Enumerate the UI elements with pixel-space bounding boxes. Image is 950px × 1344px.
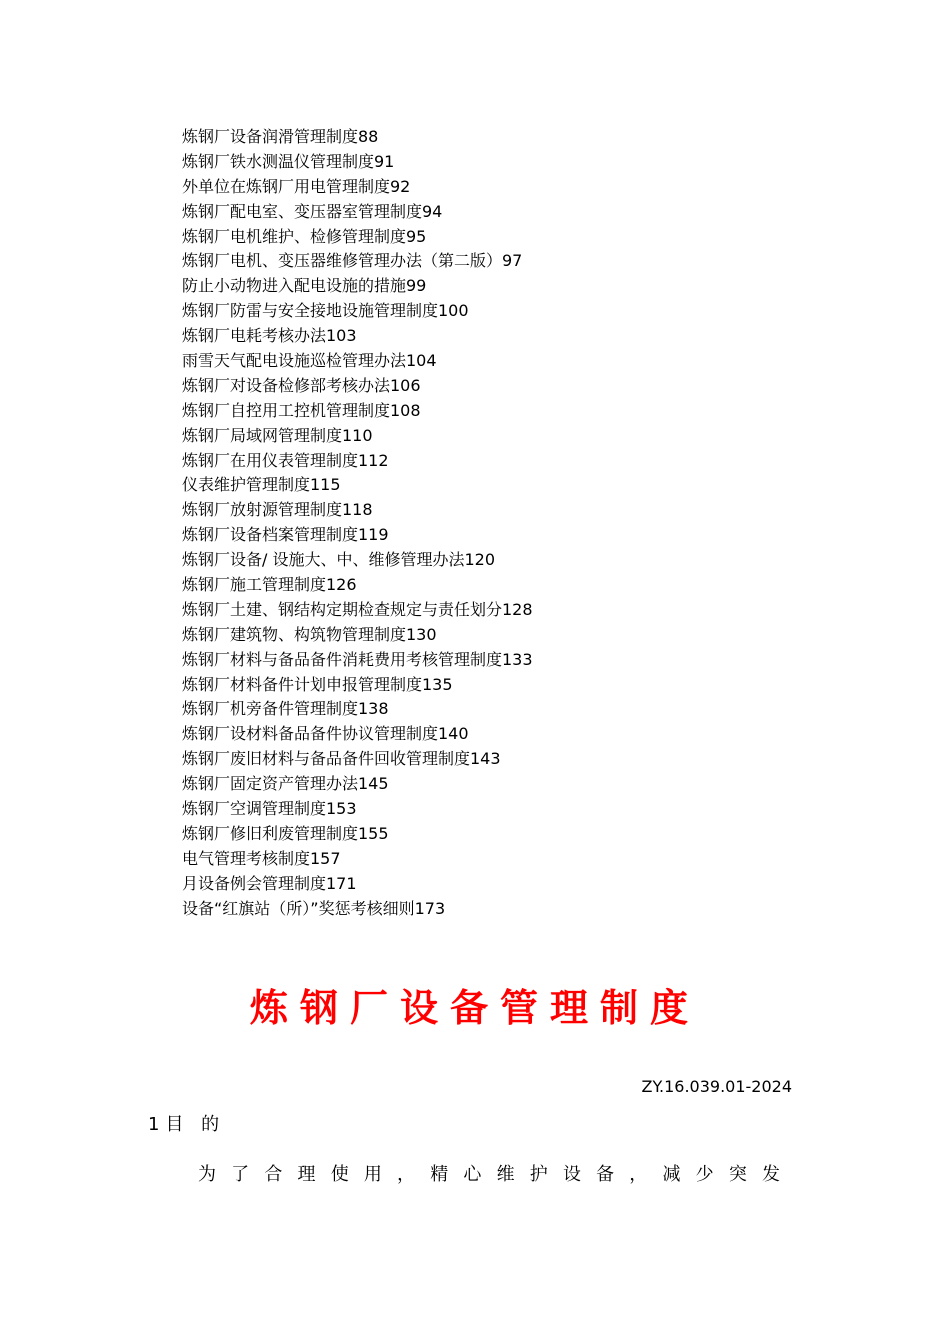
toc-item[interactable]: 炼钢厂配电室、变压器室管理制度94 (182, 201, 443, 221)
toc-item[interactable]: 炼钢厂自控用工控机管理制度108 (182, 400, 421, 420)
toc-item[interactable]: 电气管理考核制度157 (182, 848, 341, 868)
toc-item[interactable]: 炼钢厂铁水测温仪管理制度91 (182, 151, 395, 171)
toc-item[interactable]: 外单位在炼钢厂用电管理制度92 (182, 176, 411, 196)
toc-item[interactable]: 炼钢厂设材料备品备件协议管理制度140 (182, 724, 469, 744)
toc-item[interactable]: 炼钢厂局域网管理制度110 (182, 425, 373, 445)
toc-item[interactable]: 炼钢厂对设备检修部考核办法106 (182, 375, 421, 395)
toc-item[interactable]: 炼钢厂空调管理制度153 (182, 799, 357, 819)
toc-item[interactable]: 炼钢厂修旧利废管理制度155 (182, 823, 389, 843)
document-title: 炼钢厂设备管理制度 (249, 986, 700, 1030)
toc-item[interactable]: 仪表维护管理制度115 (182, 475, 341, 495)
toc-item[interactable]: 炼钢厂电耗考核办法103 (182, 326, 357, 346)
toc-item[interactable]: 炼钢厂固定资产管理办法145 (182, 774, 389, 794)
toc-item[interactable]: 炼钢厂放射源管理制度118 (182, 500, 373, 520)
toc-item[interactable]: 炼钢厂防雷与安全接地设施管理制度100 (182, 301, 469, 321)
section-heading-purpose: 1目 的 (148, 1114, 226, 1135)
toc-item[interactable]: 炼钢厂建筑物、构筑物管理制度130 (182, 624, 437, 644)
toc-item[interactable]: 雨雪天气配电设施巡检管理办法104 (182, 351, 437, 371)
toc-item[interactable]: 炼钢厂设备润滑管理制度88 (182, 127, 379, 146)
toc-item[interactable]: 炼钢厂施工管理制度126 (182, 575, 357, 595)
document-code: ZY.16.039.01-2024 (641, 1077, 792, 1096)
body-paragraph: 为了合理使用，精心维护设备，减少突发 (198, 1164, 790, 1185)
toc-item[interactable]: 炼钢厂在用仪表管理制度112 (182, 450, 389, 470)
toc-item[interactable]: 防止小动物进入配电设施的措施99 (182, 276, 427, 296)
toc-item[interactable]: 炼钢厂废旧材料与备品备件回收管理制度143 (182, 749, 501, 769)
toc-item[interactable]: 炼钢厂土建、钢结构定期检查规定与责任划分128 (182, 599, 533, 619)
table-of-contents (182, 125, 533, 922)
toc-item[interactable]: 炼钢厂电机维护、检修管理制度95 (182, 226, 427, 246)
toc-item[interactable]: 炼钢厂材料与备品备件消耗费用考核管理制度133 (182, 649, 533, 669)
toc-item[interactable]: 炼钢厂设备/ 设施大、中、维修管理办法120 (182, 550, 496, 570)
toc-item[interactable]: 炼钢厂设备档案管理制度119 (182, 525, 389, 545)
toc-item[interactable]: 炼钢厂机旁备件管理制度138 (182, 699, 389, 719)
toc-item[interactable]: 设备“红旗站（所）”奖惩考核细则173 (182, 898, 446, 918)
toc-item[interactable]: 炼钢厂电机、变压器维修管理办法（第二版）97 (182, 251, 523, 271)
toc-item[interactable]: 炼钢厂材料备件计划申报管理制度135 (182, 674, 453, 694)
toc-item[interactable]: 月设备例会管理制度171 (182, 873, 357, 893)
